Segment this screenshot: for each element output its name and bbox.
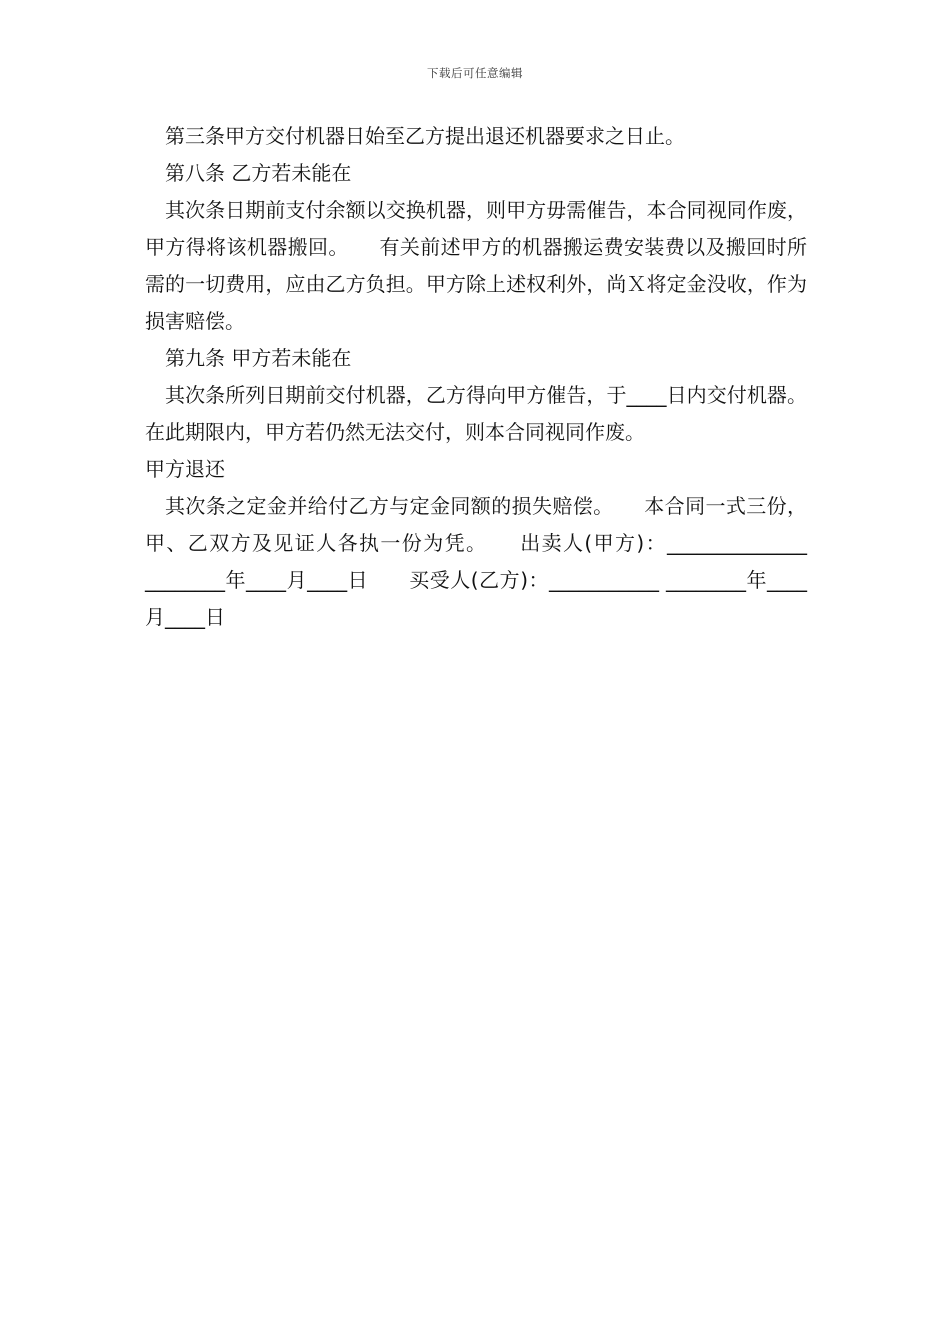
paragraph-signature-block: 其次条之定金并给付乙方与定金同额的损失赔偿。 本合同一式三份，甲、乙双方及见证人各执一份为凭。 出卖人(甲方)：______________ ________年____月____日 买受人(乙方)：___________ ________年____月____日 — [145, 494, 807, 629]
document-body — [145, 118, 807, 636]
paragraph-article-9-body: 其次条所列日期前交付机器，乙方得向甲方催告，于____日内交付机器。在此期限内，甲方若仍然无法交付，则本合同视同作废。 — [145, 383, 807, 444]
paragraph-party-a-return: 甲方退还 — [145, 457, 225, 481]
page-header: 下载后可任意编辑 — [427, 66, 523, 80]
paragraph-article-8-body: 其次条日期前支付余额以交换机器，则甲方毋需催告，本合同视同作废，甲方得将该机器搬回。 有关前述甲方的机器搬运费安装费以及搬回时所需的一切费用，应由乙方负担。甲方除上述权利外，尚Ｘ将定金没收，作为损害赔偿。 — [145, 198, 807, 333]
paragraph-article-3: 第三条甲方交付机器日始至乙方提出退还机器要求之日止。 — [165, 124, 685, 148]
paragraph-article-9-title: 第九条 甲方若未能在 — [165, 346, 352, 370]
paragraph-article-8-title: 第八条 乙方若未能在 — [165, 161, 352, 185]
